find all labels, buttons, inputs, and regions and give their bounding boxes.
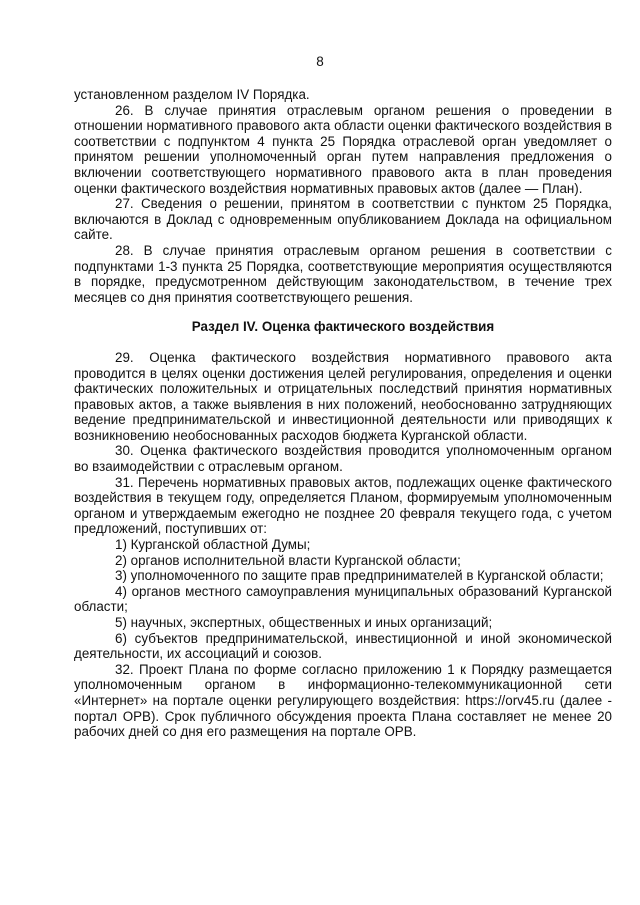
paragraph-30: 30. Оценка фактического воздействия проводится уполномоченным органом во взаимодействии с отраслевым органом.	[74, 443, 612, 475]
paragraph-26: 26. В случае принятия отраслевым органом решения о проведении в отношении нормативного правового акта области оценки фактического воздействия в соответствии с подпунктом 4 пункта 25 Порядка отраслевой орган уведомляет о принятом решении уполномоченный орган путем направления предложения о включении соответствующего нормативного правового акта в план проведения оценки фактического воздействия нормативных правовых актов (далее — План).	[74, 102, 612, 196]
paragraph-27: 27. Сведения о решении, принятом в соответствии с пунктом 25 Порядка, включаются в Доклад с одновременным опубликованием Доклада на официальном сайте.	[74, 196, 612, 243]
paragraph-continuation: установленном разделом IV Порядка.	[74, 87, 310, 102]
document-body	[74, 87, 612, 740]
paragraph-28: 28. В случае принятия отраслевым органом решения в соответствии с подпунктами 1-3 пункта 25 Порядка, соответствующие мероприятия осуществляются в порядке, предусмотренном действующим законодательством, в течение трех месяцев со дня принятия соответствующего решения.	[74, 242, 612, 305]
list-item: 3) уполномоченного по защите прав предпринимателей в Курганской области;	[115, 568, 604, 584]
list-item: 5) научных, экспертных, общественных и иных организаций;	[115, 615, 493, 630]
list-item: 1) Курганской областной Думы;	[115, 537, 311, 553]
list-item: 6) субъектов предпринимательской, инвестиционной и иной экономической деятельности, их ассоциаций и союзов.	[74, 630, 612, 662]
paragraph-32: 32. Проект Плана по форме согласно приложению 1 к Порядку размещается уполномоченным органом в информационно-телекоммуникационной сети «Интернет» на портале оценки регулирующего воздействия: https://orv45.ru (далее - портал ОРВ). Срок публичного обсуждения проекта Плана составляет не менее 20 рабочих дней со дня его размещения на портале ОРВ.	[74, 661, 612, 740]
paragraph-31: 31. Перечень нормативных правовых актов, подлежащих оценке фактического воздействия в текущем году, определяется Планом, формируемым уполномоченным органом и утверждаемым ежегодно не позднее 20 февраля текущего года, с учетом предложений, поступивших от:	[74, 474, 612, 537]
page-number: 8	[316, 54, 324, 69]
section-heading: Раздел IV. Оценка фактического воздействия	[191, 319, 495, 335]
paragraph-29: 29. Оценка фактического воздействия нормативного правового акта проводится в целях оценки достижения целей регулирования, определения и оценки фактических положительных и отрицательных последствий принятия нормативных правовых актов, а также выявления в них положений, необоснованно затрудняющих ведение предпринимательской и инвестиционной деятельности или приводящих к возникновению необоснованных расходов бюджета Курганской области.	[74, 349, 612, 443]
list-item: 4) органов местного самоуправления муниципальных образований Курганской области;	[74, 583, 612, 615]
list-item: 2) органов исполнительной власти Курганской области;	[115, 552, 461, 568]
